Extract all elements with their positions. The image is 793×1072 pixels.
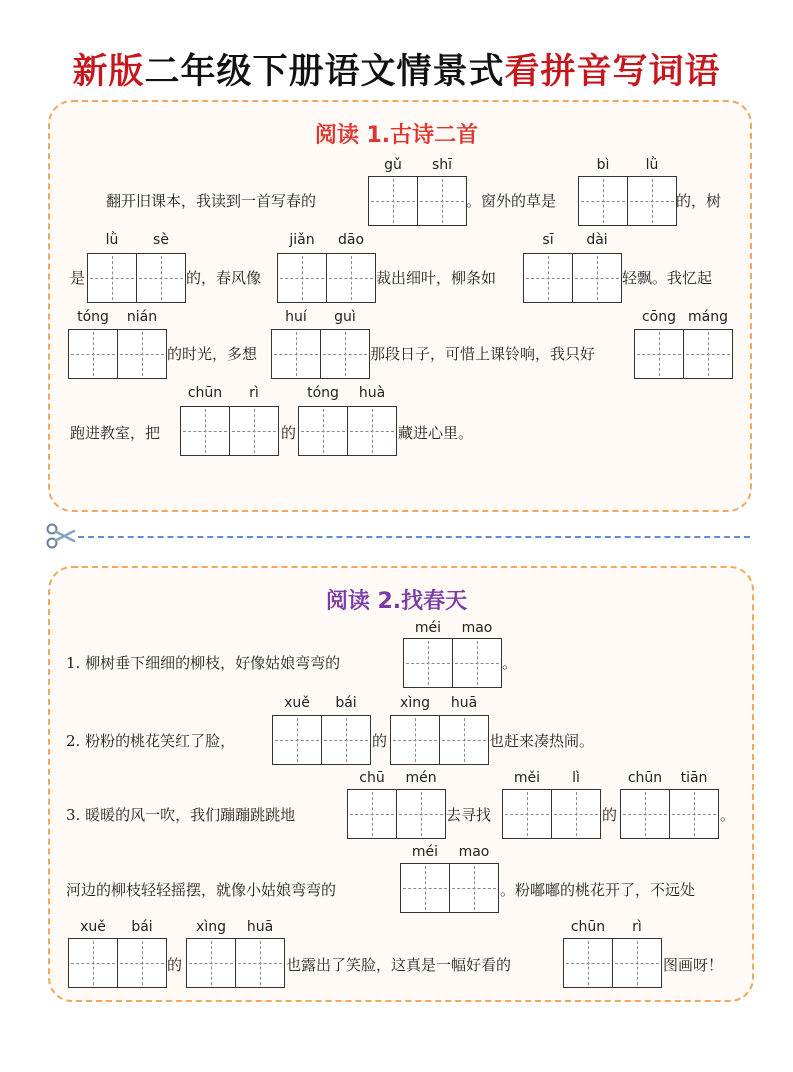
pinyin-xing2: xìng — [196, 919, 226, 935]
s2-text-q1a: 1. 柳树垂下细细的柳枝，好像姑娘弯弯的 — [66, 654, 341, 672]
pinyin-chun: chūn — [187, 385, 223, 401]
s2-text-q3a: 3. 暖暖的风一吹，我们蹦蹦跳跳地 — [66, 806, 296, 824]
grid-cell[interactable] — [117, 938, 167, 988]
answer-grid[interactable] — [277, 253, 375, 303]
s1-text-l4b: 的 — [281, 424, 297, 442]
s1-text-l2a: 是 — [70, 269, 86, 287]
grid-cell[interactable] — [277, 253, 327, 303]
pinyin-chu: chū — [359, 770, 385, 786]
answer-grid[interactable] — [298, 406, 396, 456]
section-2-heading: 阅读 2.找春天 — [325, 589, 468, 614]
pinyin-hua2: huā — [246, 919, 274, 935]
s2-text-q3b: 去寻找 — [446, 806, 492, 824]
pinyin-bai2: bái — [131, 919, 153, 935]
answer-grid[interactable] — [563, 938, 661, 988]
pinyin-hua-flower: huā — [450, 695, 478, 711]
s2-text-q3d: 。 — [720, 806, 736, 824]
pinyin-lu: lǜ — [105, 232, 119, 248]
pinyin-hui: huí — [285, 309, 307, 325]
grid-cell[interactable] — [229, 406, 279, 456]
pinyin-tong: tóng — [77, 309, 109, 325]
answer-grid[interactable] — [634, 329, 732, 379]
grid-cell[interactable] — [368, 176, 418, 226]
grid-cell[interactable] — [136, 253, 186, 303]
grid-cell[interactable] — [117, 329, 167, 379]
s1-text-l4c: 藏进心里。 — [398, 424, 474, 442]
grid-cell[interactable] — [452, 638, 502, 688]
grid-cell[interactable] — [417, 176, 467, 226]
title-part-new: 新版 — [72, 52, 145, 92]
grid-cell[interactable] — [620, 789, 670, 839]
grid-cell[interactable] — [68, 329, 118, 379]
pinyin-mei2: méi — [411, 844, 439, 860]
pinyin-lv: lǜ — [645, 157, 659, 173]
s1-text-l3a: 的时光，多想 — [167, 345, 258, 363]
answer-grid[interactable] — [523, 253, 621, 303]
s2-text-p2c: 图画呀！ — [663, 956, 724, 974]
cut-line — [78, 536, 750, 538]
grid-cell[interactable] — [669, 789, 719, 839]
answer-grid[interactable] — [578, 176, 676, 226]
s1-text-l1c: 的，树 — [676, 192, 722, 210]
pinyin-mao2: mao — [458, 844, 490, 860]
pinyin-se: sè — [153, 232, 169, 248]
grid-cell[interactable] — [400, 863, 450, 913]
s1-text-l2b: 的，春风像 — [186, 269, 262, 287]
answer-grid[interactable] — [502, 789, 600, 839]
s2-text-q2a: 2. 粉粉的桃花笑红了脸， — [66, 732, 236, 750]
pinyin-dao: dāo — [337, 232, 365, 248]
answer-grid[interactable] — [271, 329, 369, 379]
grid-cell[interactable] — [572, 253, 622, 303]
answer-grid[interactable] — [390, 715, 488, 765]
s1-text-l2d: 轻飘。我忆起 — [622, 269, 713, 287]
answer-grid[interactable] — [68, 938, 166, 988]
grid-cell[interactable] — [87, 253, 137, 303]
s2-text-q3c: 的 — [602, 806, 618, 824]
answer-grid[interactable] — [68, 329, 166, 379]
grid-cell[interactable] — [321, 715, 371, 765]
grid-cell[interactable] — [320, 329, 370, 379]
pinyin-cong: cōng — [641, 309, 677, 325]
grid-cell[interactable] — [396, 789, 446, 839]
grid-cell[interactable] — [449, 863, 499, 913]
page-title — [0, 44, 793, 94]
grid-cell[interactable] — [68, 938, 118, 988]
answer-grid[interactable] — [347, 789, 445, 839]
grid-cell[interactable] — [627, 176, 677, 226]
section-1-heading: 阅读 1.古诗二首 — [314, 123, 479, 148]
pinyin-bi: bì — [596, 157, 610, 173]
s1-text-l4a: 跑进教室，把 — [70, 424, 161, 442]
s1-text-l2c: 裁出细叶，柳条如 — [376, 269, 497, 287]
answer-grid[interactable] — [272, 715, 370, 765]
grid-cell[interactable] — [634, 329, 684, 379]
pinyin-chun-q3: chūn — [627, 770, 663, 786]
answer-grid[interactable] — [87, 253, 185, 303]
pinyin-gu: gǔ — [384, 157, 402, 173]
answer-grid[interactable] — [620, 789, 718, 839]
pinyin-bai: bái — [335, 695, 357, 711]
s2-text-q2b: 的 — [372, 732, 388, 750]
grid-cell[interactable] — [578, 176, 628, 226]
s2-text-p2b: 也露出了笑脸，这真是一幅好看的 — [286, 956, 512, 974]
grid-cell[interactable] — [347, 406, 397, 456]
pinyin-chun2: chūn — [570, 919, 606, 935]
pinyin-ri: rì — [249, 385, 259, 401]
pinyin-shi: shī — [431, 157, 453, 173]
answer-grid[interactable] — [403, 638, 501, 688]
answer-grid[interactable] — [400, 863, 498, 913]
answer-grid[interactable] — [180, 406, 278, 456]
grid-cell[interactable] — [271, 329, 321, 379]
s2-text-q1b: 。 — [502, 654, 518, 672]
pinyin-ri2: rì — [632, 919, 642, 935]
grid-cell[interactable] — [180, 406, 230, 456]
grid-cell[interactable] — [235, 938, 285, 988]
pinyin-mao: mao — [461, 620, 493, 636]
grid-cell[interactable] — [272, 715, 322, 765]
pinyin-dai: dài — [586, 232, 608, 248]
pinyin-xue: xuě — [284, 695, 310, 711]
pinyin-mei3: měi — [513, 770, 541, 786]
pinyin-hua: huà — [358, 385, 386, 401]
answer-grid[interactable] — [186, 938, 284, 988]
grid-cell[interactable] — [439, 715, 489, 765]
grid-cell[interactable] — [186, 938, 236, 988]
pinyin-xue2: xuě — [80, 919, 106, 935]
s1-text-l1a: 翻开旧课本，我读到一首写春的 — [106, 192, 317, 210]
grid-cell[interactable] — [551, 789, 601, 839]
grid-cell[interactable] — [502, 789, 552, 839]
pinyin-tian: tiān — [680, 770, 708, 786]
grid-cell[interactable] — [403, 638, 453, 688]
grid-cell[interactable] — [347, 789, 397, 839]
scissors-icon — [46, 522, 76, 550]
pinyin-si: sī — [542, 232, 554, 248]
pinyin-li: lì — [572, 770, 580, 786]
grid-cell[interactable] — [326, 253, 376, 303]
pinyin-mei: méi — [414, 620, 442, 636]
pinyin-jian: jiǎn — [289, 232, 315, 248]
title-part-task: 看拼音写词语 — [504, 52, 721, 92]
pinyin-xing: xìng — [400, 695, 430, 711]
s2-text-q2c: 也赶来凑热闹。 — [489, 732, 595, 750]
answer-grid[interactable] — [368, 176, 466, 226]
s1-text-l3b: 那段日子，可惜上课铃响，我只好 — [370, 345, 596, 363]
title-part-grade: 二年级下册语文情景式 — [144, 52, 505, 92]
grid-cell[interactable] — [390, 715, 440, 765]
s2-text-p1b: 。粉嘟嘟的桃花开了，不远处 — [500, 881, 696, 899]
pinyin-tong2: tóng — [307, 385, 339, 401]
pinyin-gui: guì — [334, 309, 356, 325]
grid-cell[interactable] — [563, 938, 613, 988]
pinyin-men: mén — [405, 770, 437, 786]
grid-cell[interactable] — [683, 329, 733, 379]
pinyin-mang: máng — [688, 309, 728, 325]
s2-text-p2a: 的 — [167, 956, 183, 974]
grid-cell[interactable] — [612, 938, 662, 988]
grid-cell[interactable] — [523, 253, 573, 303]
s1-text-l1b: 。窗外的草是 — [466, 192, 557, 210]
pinyin-nian: nián — [126, 309, 158, 325]
s2-text-p1a: 河边的柳枝轻轻摇摆，就像小姑娘弯弯的 — [66, 881, 337, 899]
grid-cell[interactable] — [298, 406, 348, 456]
